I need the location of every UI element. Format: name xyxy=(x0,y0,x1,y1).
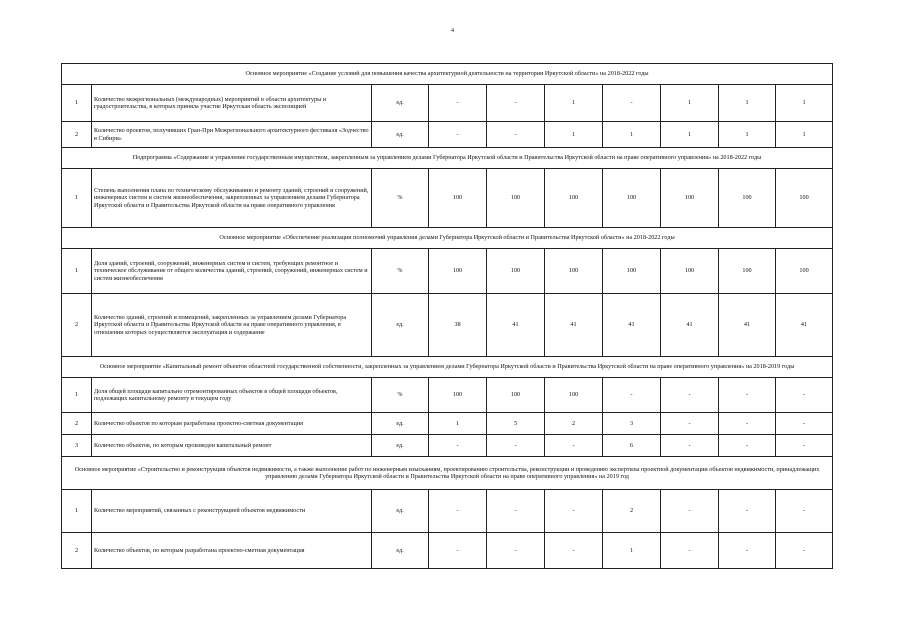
indicator-description: Количество мероприятий, связанных с реконструкцией объектов недвижимости xyxy=(92,490,372,533)
value-cell: - xyxy=(429,533,487,569)
row-number: 2 xyxy=(62,294,92,357)
value-cell: 5 xyxy=(487,413,545,435)
indicator-description: Количество объектов по которым разработана проектно-сметная документация xyxy=(92,413,372,435)
indicator-description: Степень выполнения плана по техническому обслуживанию и ремонту зданий, строений и сооружений, инженерных систем и систем жизнеобеспечения, закрепленных за управлением делами Губернатора Иркутской области и Правительства Иркутской области на праве оперативного управления xyxy=(92,169,372,228)
unit-cell: ед. xyxy=(372,85,429,122)
value-cell: - xyxy=(429,435,487,457)
table-row xyxy=(62,169,833,228)
unit-cell: % xyxy=(372,378,429,413)
value-cell: 100 xyxy=(487,378,545,413)
row-number: 2 xyxy=(62,122,92,148)
value-cell: - xyxy=(661,413,719,435)
page-number: 4 xyxy=(451,28,454,34)
value-cell: - xyxy=(661,435,719,457)
unit-cell: ед. xyxy=(372,413,429,435)
value-cell: 41 xyxy=(487,294,545,357)
value-cell: - xyxy=(487,533,545,569)
section-header-row xyxy=(62,357,833,378)
indicator-description: Количество проектов, получивших Гран-При Межрегионального архитектурного фестиваля «Зодчество в Сибири» xyxy=(92,122,372,148)
value-cell: - xyxy=(719,490,776,533)
indicator-description: Количество межрегиональных (международных) мероприятий в области архитектуры и градостроительства, в которых приняла участие Иркутская область экспозицией xyxy=(92,85,372,122)
value-cell: 100 xyxy=(545,169,603,228)
unit-cell: ед. xyxy=(372,294,429,357)
row-number: 1 xyxy=(62,85,92,122)
section-title: Основное мероприятие «Обеспечение реализации полномочий управления делами Губернатора Иркутской области и Правительства Иркутской области» на 2018-2022 годы xyxy=(62,228,833,249)
row-number: 2 xyxy=(62,533,92,569)
value-cell: - xyxy=(719,378,776,413)
value-cell: - xyxy=(545,533,603,569)
table-row xyxy=(62,249,833,294)
unit-cell: ед. xyxy=(372,122,429,148)
value-cell: 6 xyxy=(603,435,661,457)
value-cell: 1 xyxy=(719,85,776,122)
value-cell: 1 xyxy=(603,122,661,148)
table-row xyxy=(62,85,833,122)
value-cell: 41 xyxy=(661,294,719,357)
table-row xyxy=(62,122,833,148)
section-title: Основное мероприятие «Строительство и реконструкция объектов недвижимости, а также выполнение работ по инженерным изысканиям, проектированию строительства, реконструкции и проведению экспертизы проектной документации объектов недвижимости, принадлежащих управлению делами Губернатора Иркутской области и Правительства Иркутской области на праве оперативного управления» на 2019 год xyxy=(62,457,833,490)
indicators-table xyxy=(61,63,833,569)
value-cell: - xyxy=(429,490,487,533)
value-cell: 1 xyxy=(661,85,719,122)
value-cell: - xyxy=(776,533,833,569)
section-header-row xyxy=(62,64,833,85)
value-cell: - xyxy=(661,490,719,533)
value-cell: - xyxy=(487,85,545,122)
row-number: 1 xyxy=(62,490,92,533)
value-cell: - xyxy=(661,533,719,569)
value-cell: 41 xyxy=(603,294,661,357)
value-cell: 100 xyxy=(661,169,719,228)
value-cell: 1 xyxy=(545,85,603,122)
value-cell: 100 xyxy=(545,249,603,294)
row-number: 1 xyxy=(62,169,92,228)
table-row xyxy=(62,533,833,569)
value-cell: 100 xyxy=(487,249,545,294)
section-header-row xyxy=(62,148,833,169)
value-cell: 100 xyxy=(719,249,776,294)
row-number: 3 xyxy=(62,435,92,457)
value-cell: 41 xyxy=(776,294,833,357)
value-cell: 1 xyxy=(603,533,661,569)
value-cell: 38 xyxy=(429,294,487,357)
section-header-row xyxy=(62,457,833,490)
unit-cell: ед. xyxy=(372,435,429,457)
value-cell: - xyxy=(661,378,719,413)
indicator-description: Количество зданий, строений и помещений, закрепленных за управлением делами Губернатора Иркутской области и Правительства Иркутской области на праве оперативного управления, в отношении которых осуществляется эксплуатация и содержание xyxy=(92,294,372,357)
value-cell: - xyxy=(776,490,833,533)
unit-cell: % xyxy=(372,169,429,228)
value-cell: 1 xyxy=(429,413,487,435)
row-number: 1 xyxy=(62,378,92,413)
value-cell: 100 xyxy=(776,169,833,228)
indicator-description: Доля зданий, строений, сооружений, инженерных систем и систем, требующих ремонтное и техническое обслуживание от общего количества зданий, строений, сооружений, инженерных систем и систем жизнеобеспечения xyxy=(92,249,372,294)
value-cell: - xyxy=(545,490,603,533)
row-number: 1 xyxy=(62,249,92,294)
value-cell: 1 xyxy=(545,122,603,148)
table-row xyxy=(62,294,833,357)
value-cell: - xyxy=(487,122,545,148)
unit-cell: ед. xyxy=(372,533,429,569)
value-cell: - xyxy=(719,533,776,569)
value-cell: - xyxy=(429,122,487,148)
indicator-description: Количество объектов, по которым разработана проектно-сметная документация xyxy=(92,533,372,569)
value-cell: 100 xyxy=(719,169,776,228)
section-title: Основное мероприятие «Капитальный ремонт объектов областной государственной собственности, закрепленных за управлением делами Губернатора Иркутской области и Правительства Иркутской области на праве оперативного управления» на 2018-2019 годы xyxy=(62,357,833,378)
value-cell: - xyxy=(719,435,776,457)
unit-cell: ед. xyxy=(372,490,429,533)
value-cell: - xyxy=(487,490,545,533)
value-cell: 1 xyxy=(719,122,776,148)
value-cell: 1 xyxy=(776,85,833,122)
section-title: Основное мероприятие «Создание условий для повышения качества архитектурной деятельности на территории Иркутской области» на 2018-2022 годы xyxy=(62,64,833,85)
value-cell: - xyxy=(776,378,833,413)
indicator-description: Количество объектов, по которым произведен капитальный ремонт xyxy=(92,435,372,457)
value-cell: 2 xyxy=(603,490,661,533)
value-cell: - xyxy=(545,435,603,457)
value-cell: 100 xyxy=(603,249,661,294)
value-cell: - xyxy=(429,85,487,122)
value-cell: 100 xyxy=(661,249,719,294)
value-cell: 100 xyxy=(545,378,603,413)
value-cell: 100 xyxy=(776,249,833,294)
value-cell: 1 xyxy=(776,122,833,148)
section-header-row xyxy=(62,228,833,249)
value-cell: - xyxy=(776,435,833,457)
value-cell: - xyxy=(487,435,545,457)
value-cell: 100 xyxy=(429,378,487,413)
value-cell: - xyxy=(603,85,661,122)
value-cell: 100 xyxy=(603,169,661,228)
value-cell: 41 xyxy=(719,294,776,357)
value-cell: 1 xyxy=(661,122,719,148)
value-cell: 3 xyxy=(603,413,661,435)
value-cell: 41 xyxy=(545,294,603,357)
unit-cell: % xyxy=(372,249,429,294)
value-cell: 100 xyxy=(429,169,487,228)
table-row xyxy=(62,413,833,435)
table-row xyxy=(62,490,833,533)
table-row xyxy=(62,435,833,457)
row-number: 2 xyxy=(62,413,92,435)
section-title: Подпрограмма «Содержание и управление государственным имуществом, закрепленным за управлением делами Губернатора Иркутской области и Правительства Иркутской области на праве оперативного управления» на 2018-2022 годы xyxy=(62,148,833,169)
table-row xyxy=(62,378,833,413)
value-cell: - xyxy=(603,378,661,413)
value-cell: - xyxy=(719,413,776,435)
value-cell: 100 xyxy=(487,169,545,228)
value-cell: - xyxy=(776,413,833,435)
value-cell: 2 xyxy=(545,413,603,435)
value-cell: 100 xyxy=(429,249,487,294)
indicator-description: Доля общей площади капитально отремонтированных объектов в общей площади объектов, подлежащих капитальному ремонту в текущем году xyxy=(92,378,372,413)
